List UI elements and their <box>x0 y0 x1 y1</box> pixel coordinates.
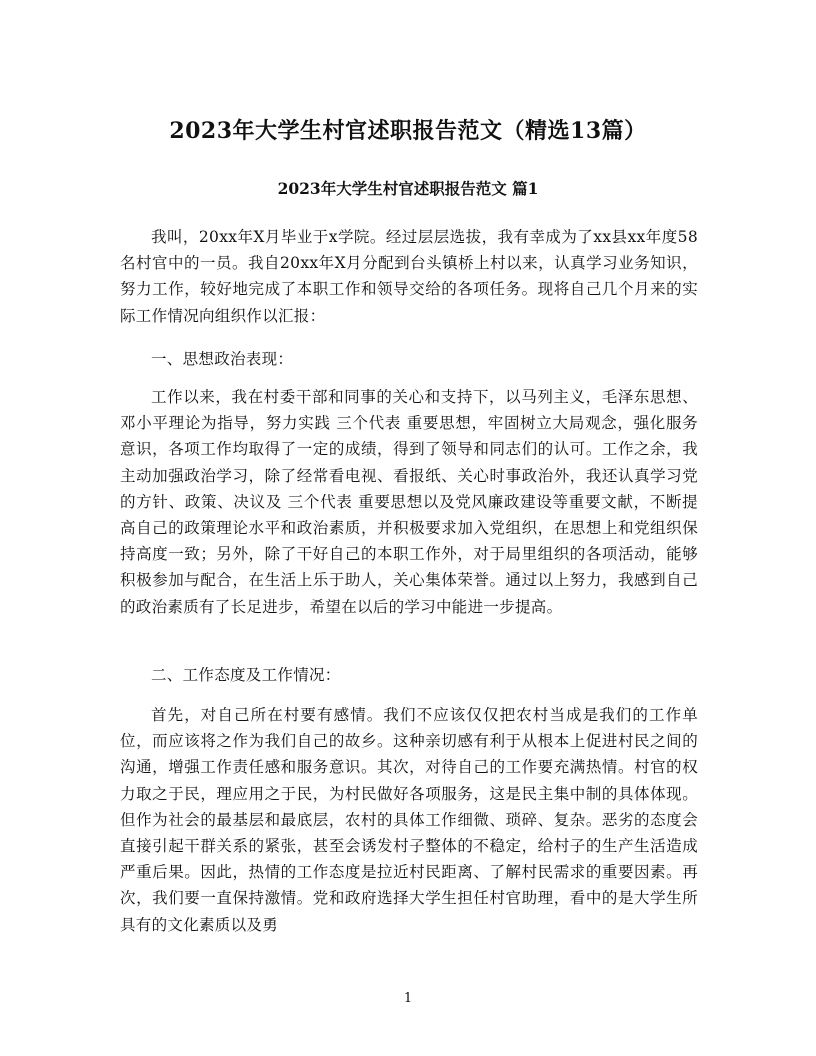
heading-work-attitude: 二、工作态度及工作情况： <box>151 666 341 684</box>
section-title: 2023年大学生村官述职报告范文 篇1 <box>277 179 539 198</box>
document-title: 2023年大学生村官述职报告范文（精选13篇） <box>169 118 647 144</box>
paragraph-introduction: 我叫，20xx年X月毕业于x学院。经过层层选拔，我有幸成为了xx县xx年度58名村官中的一员。我自20xx年X月分配到台头镇桥上村以来，认真学习业务知识，努力工作，较好地完成了本职工作和领导交给的各项任务。现将自己几个月来的实际工作情况向组织作以汇报： <box>120 228 698 325</box>
paragraph-work-attitude: 首先，对自己所在村要有感情。我们不应该仅仅把农村当成是我们的工作单位，而应该将之作为我们自己的故乡。这种亲切感有利于从根本上促进村民之间的沟通，增强工作责任感和服务意识。其次，对待自己的工作要充满热情。村官的权力取之于民，理应用之于民，为村民做好各项服务，这是民主集中制的具体体现。但作为社会的最基层和最底层，农村的具体工作细微、琐碎、复杂。恶劣的态度会直接引起干群关系的紧张，甚至会诱发村子整体的不稳定，给村子的生产生活造成严重后果。因此，热情的工作态度是拉近村民距离、了解村民需求的重要因素。再次，我们要一直保持激情。党和政府选择大学生担任村官助理，看中的是大学生所具有的文化素质以及勇 <box>120 706 698 934</box>
heading-political-performance: 一、思想政治表现： <box>151 350 294 368</box>
page-number: 1 <box>403 991 413 1006</box>
paragraph-political-performance: 工作以来，我在村委干部和同事的关心和支持下，以马列主义，毛泽东思想、邓小平理论为指导，努力实践 三个代表 重要思想，牢固树立大局观念，强化服务意识，各项工作均取得了一定的成绩，得到了领导和同志们的认可。工作之余，我主动加强政治学习，除了经常看电视、看报纸、关心时事政治外，我还认真学习党的方针、政策、决议及 三个代表 重要思想以及党风廉政建设等重要文献，不断提高自己的政策理论水平和政治素质，并积极要求加入党组织，在思想上和党组织保持高度一致；另外，除了干好自己的本职工作外，对于局里组织的各项活动，能够积极参加与配合，在生活上乐于助人，关心集体荣誉。通过以上努力，我感到自己的政治素质有了长足进步，希望在以后的学习中能进一步提高。 <box>120 388 698 616</box>
